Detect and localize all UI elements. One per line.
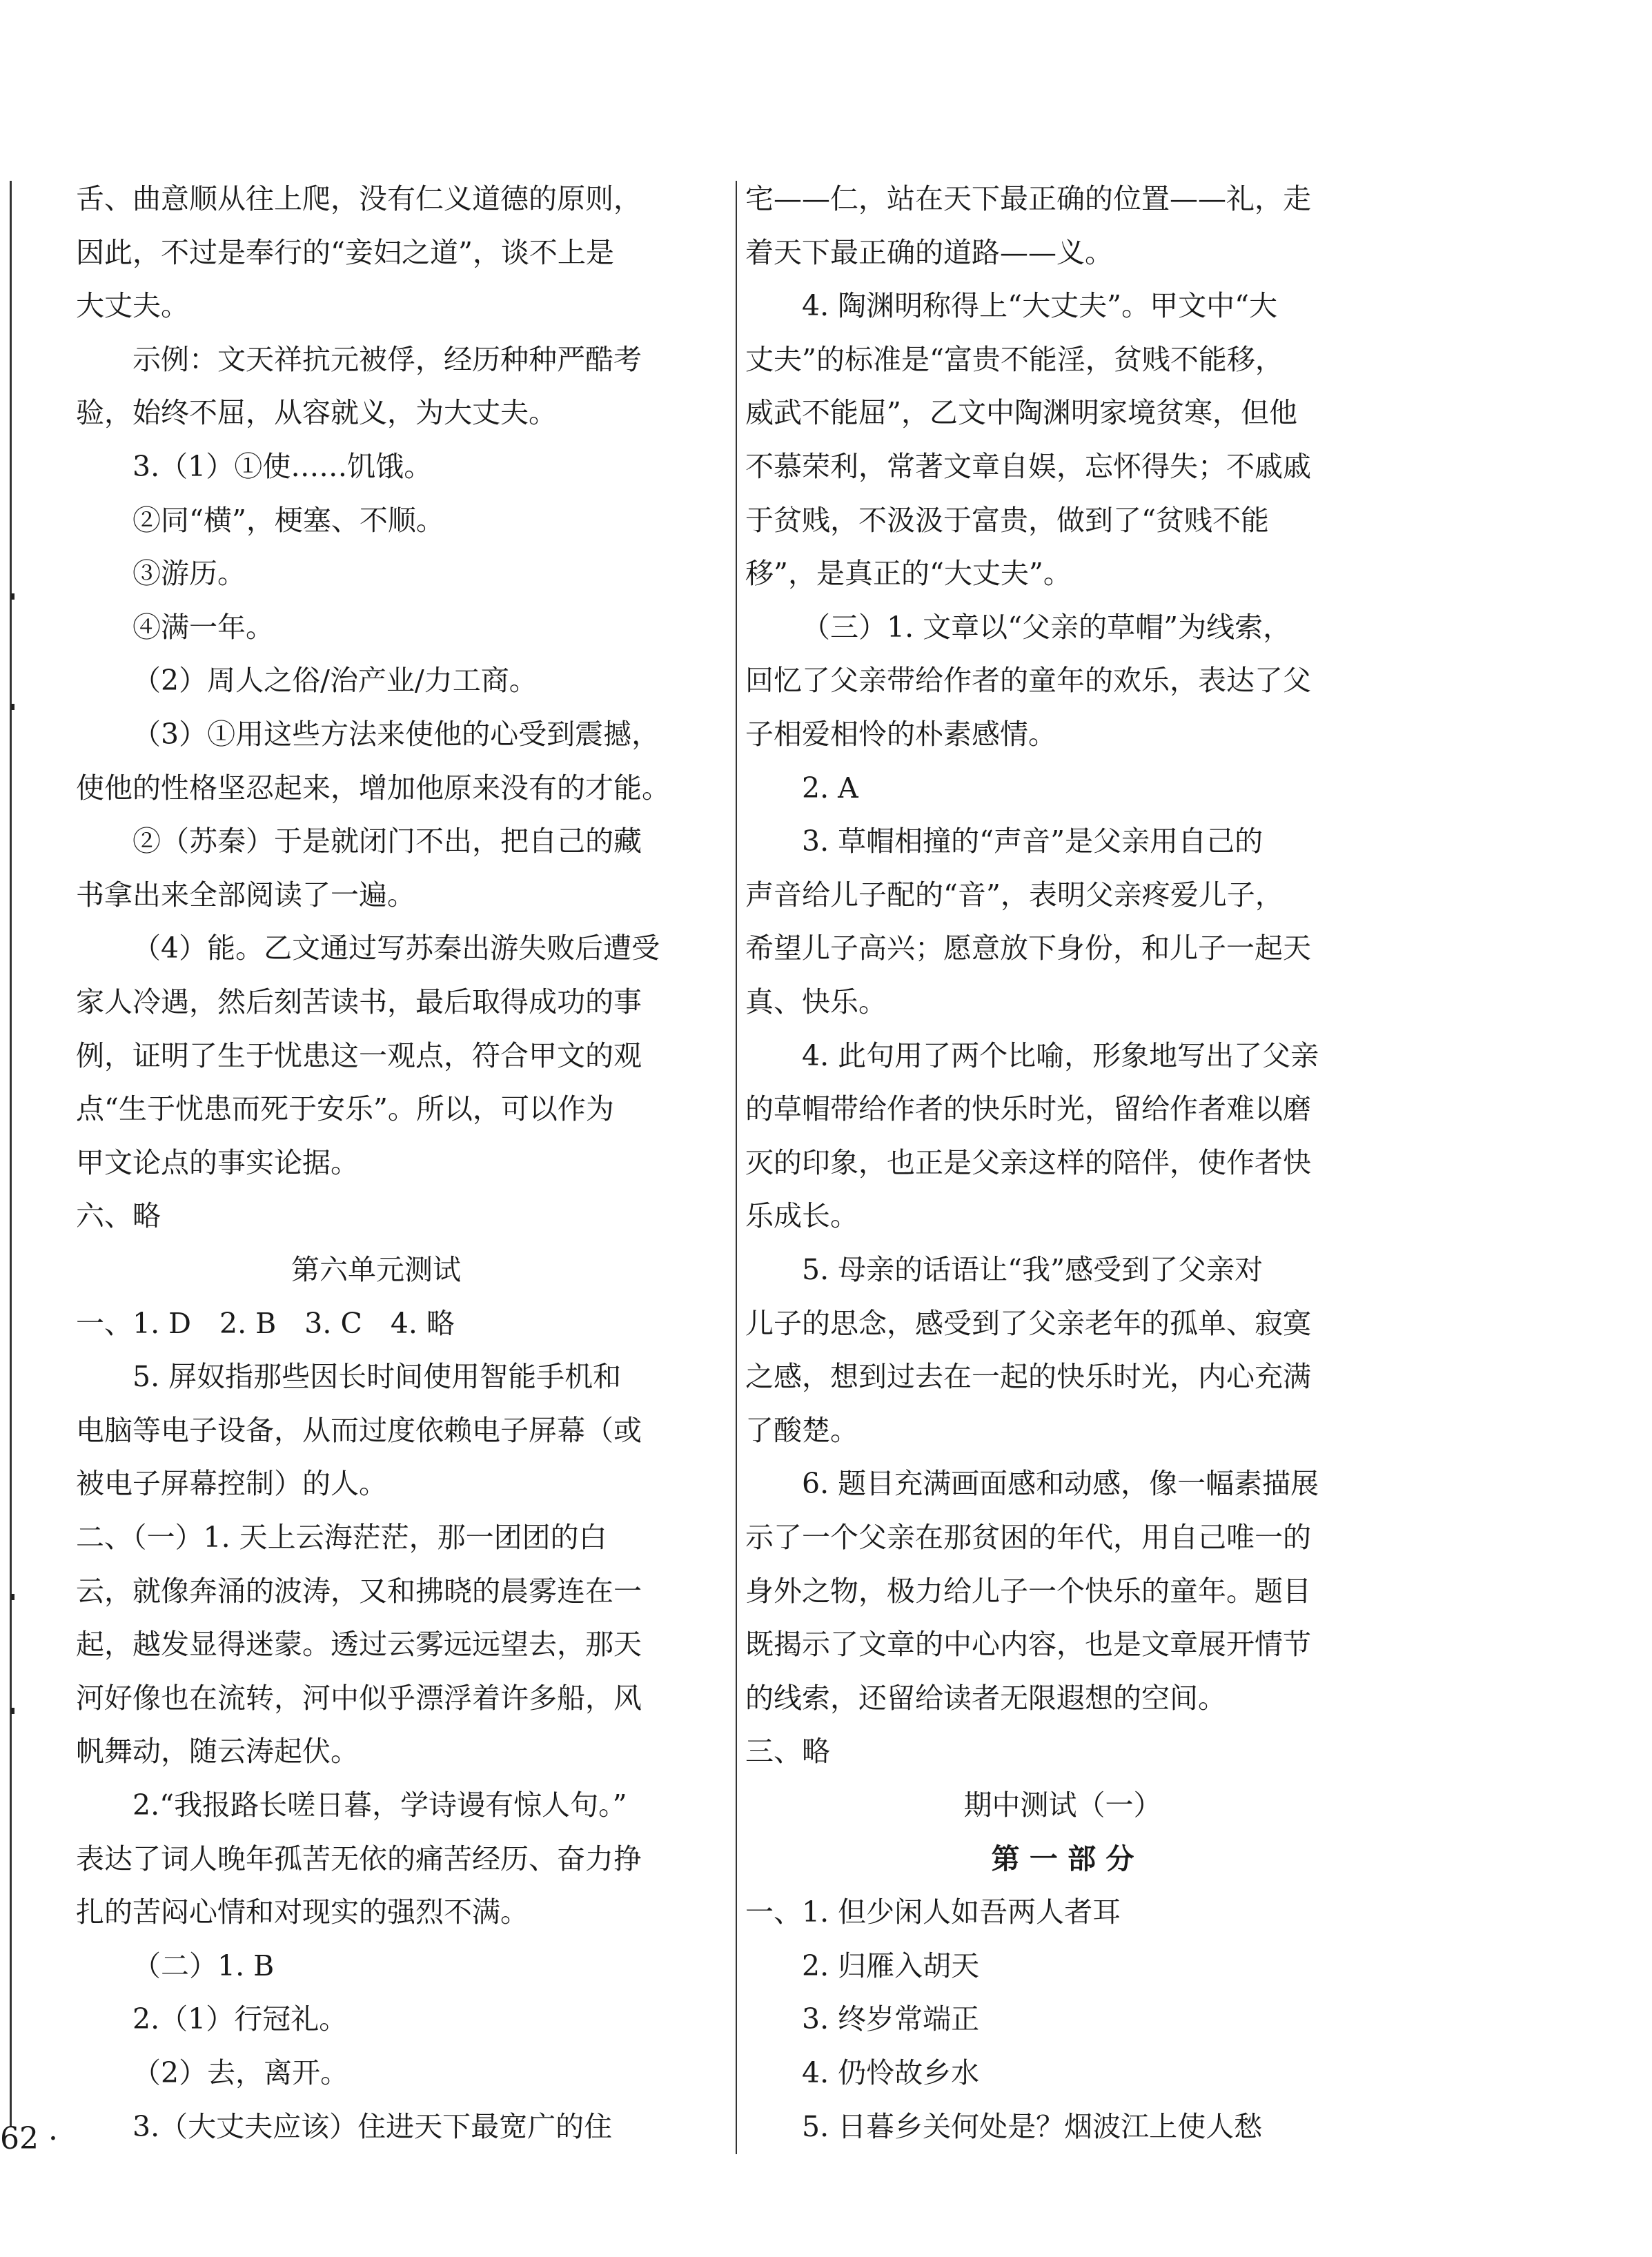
answer-line: 回忆了父亲带给作者的童年的欢乐，表达了父 <box>745 664 1311 698</box>
answer-line: 甲文论点的事实论据。 <box>76 1145 359 1179</box>
page-number: 62 · <box>0 2121 58 2156</box>
answer-line: 示例：文天祥抗元被俘，经历种种严酷考 <box>132 342 642 376</box>
answer-line: 2. 归雁入胡天 <box>802 1949 980 1982</box>
answer-line: ④满一年。 <box>132 610 274 644</box>
answer-line: （3）①用这些方法来使他的心受到震撼， <box>132 718 660 751</box>
answer-line: 3. 终岁常端正 <box>802 2002 980 2036</box>
answer-line: 不慕荣利，常著文章自娱，忘怀得失；不戚戚 <box>745 450 1311 483</box>
answer-line: 帆舞动，随云涛起伏。 <box>76 1735 359 1768</box>
answer-line: 4. 陶渊明称得上“大丈夫”。甲文中“大 <box>802 289 1278 323</box>
answer-line: 4. 仍怜故乡水 <box>802 2056 980 2089</box>
answer-line: 舌、曲意顺从往上爬，没有仁义道德的原则， <box>76 182 642 215</box>
answer-line: 5. 母亲的话语让“我”感受到了父亲对 <box>802 1253 1263 1286</box>
answer-line: 3. 草帽相撞的“声音”是父亲用自己的 <box>802 825 1263 858</box>
margin-mark <box>11 704 14 710</box>
answer-line: 真、快乐。 <box>745 985 887 1018</box>
answer-line: 的线索，还留给读者无限遐想的空间。 <box>745 1681 1226 1715</box>
answer-line: 声音给儿子配的“音”，表明父亲疼爱儿子， <box>745 878 1284 911</box>
answer-line: ③游历。 <box>132 557 246 591</box>
answer-line: 着天下最正确的道路——义。 <box>745 235 1113 269</box>
answer-line: 威武不能屈”，乙文中陶渊明家境贫寒，但他 <box>745 396 1297 430</box>
section-heading: 期中测试（一） <box>963 1788 1162 1822</box>
answer-line: （三）1. 文章以“父亲的草帽”为线索， <box>802 610 1292 644</box>
answer-line: 河好像也在流转，河中似乎漂浮着许多船，风 <box>76 1681 642 1715</box>
answer-line: 被电子屏幕控制）的人。 <box>76 1467 387 1501</box>
answer-line: 乐成长。 <box>745 1199 858 1233</box>
answer-line: 的草帽带给作者的快乐时光，留给作者难以磨 <box>745 1092 1311 1126</box>
answer-line: 既揭示了文章的中心内容，也是文章展开情节 <box>745 1628 1311 1662</box>
answer-line: 一、1. D 2. B 3. C 4. 略 <box>76 1306 455 1340</box>
answer-line: 3.（大丈夫应该）住进天下最宽广的住 <box>132 2109 613 2143</box>
answer-line: 子相爱相怜的朴素感情。 <box>745 718 1056 751</box>
answer-line: 5. 屏奴指那些因长时间使用智能手机和 <box>132 1360 622 1394</box>
answer-line: 丈夫”的标准是“富贵不能淫，贫贱不能移， <box>745 342 1284 376</box>
answer-line: 4. 此句用了两个比喻，形象地写出了父亲 <box>802 1038 1319 1072</box>
answer-line: 点“生于忧患而死于安乐”。所以，可以作为 <box>76 1092 614 1126</box>
answer-line: 2. A <box>802 771 858 805</box>
answer-line: 宅——仁，站在天下最正确的位置——礼，走 <box>745 182 1311 215</box>
answer-line: 三、略 <box>745 1735 830 1768</box>
answer-line: 家人冷遇，然后刻苦读书，最后取得成功的事 <box>76 985 642 1018</box>
answer-line: 电脑等电子设备，从而过度依赖电子屏幕（或 <box>76 1413 642 1447</box>
answer-line: （4）能。乙文通过写苏秦出游失败后遭受 <box>132 932 660 965</box>
answer-line: 书拿出来全部阅读了一遍。 <box>76 878 415 911</box>
answer-line: 大丈夫。 <box>76 289 189 323</box>
answer-line: 身外之物，极力给儿子一个快乐的童年。题目 <box>745 1574 1311 1608</box>
answer-line: 表达了词人晚年孤苦无依的痛苦经历、奋力挣 <box>76 1842 642 1875</box>
answer-line: 希望儿子高兴；愿意放下身份，和儿子一起天 <box>745 932 1311 965</box>
answer-line: 之感，想到过去在一起的快乐时光，内心充满 <box>745 1360 1311 1394</box>
margin-mark <box>11 1594 14 1600</box>
answer-line: （二）1. B <box>132 1949 275 1982</box>
answer-line: （2）去，离开。 <box>132 2056 349 2089</box>
answer-line: （2）周人之俗/治产业/力工商。 <box>132 664 538 698</box>
answer-line: 了酸楚。 <box>745 1413 858 1447</box>
answer-line: 移”，是真正的“大丈夫”。 <box>745 557 1072 591</box>
answer-line: 六、略 <box>76 1199 161 1233</box>
answer-line: 6. 题目充满画面感和动感，像一幅素描展 <box>802 1467 1319 1501</box>
answer-line: 灭的印象，也正是父亲这样的陪伴，使作者快 <box>745 1145 1311 1179</box>
answer-line: 二、（一）1. 天上云海茫茫，那一团团的白 <box>76 1521 607 1554</box>
answer-line: 使他的性格坚忍起来，增加他原来没有的才能。 <box>76 771 670 805</box>
answer-line: ②（苏秦）于是就闭门不出，把自己的藏 <box>132 825 642 858</box>
answer-line: 起，越发显得迷蒙。透过云雾远远望去，那天 <box>76 1628 642 1662</box>
answer-line: 例，证明了生于忧患这一观点，符合甲文的观 <box>76 1038 642 1072</box>
answer-line: 示了一个父亲在那贫困的年代，用自己唯一的 <box>745 1521 1311 1554</box>
answer-line: 一、1. 但少闲人如吾两人者耳 <box>745 1895 1121 1929</box>
section-heading: 第六单元测试 <box>291 1253 461 1286</box>
answer-line: 2.（1）行冠礼。 <box>132 2002 348 2036</box>
answer-line: 验，始终不屈，从容就义，为大丈夫。 <box>76 396 557 430</box>
answer-line: 儿子的思念，感受到了父亲老年的孤单、寂寞 <box>745 1306 1311 1340</box>
answer-line: 5. 日暮乡关何处是？烟波江上使人愁 <box>802 2109 1263 2143</box>
column-divider <box>736 181 737 2154</box>
margin-mark <box>11 593 14 600</box>
answer-line: 扎的苦闷心情和对现实的强烈不满。 <box>76 1895 529 1929</box>
answer-line: 因此，不过是奉行的“妾妇之道”，谈不上是 <box>76 235 614 269</box>
answer-line: 于贫贱，不汲汲于富贵，做到了“贫贱不能 <box>745 503 1269 537</box>
answer-line: ②同“横”，梗塞、不顺。 <box>132 503 444 537</box>
margin-mark <box>11 1708 14 1714</box>
section-heading: 第 一 部 分 <box>991 1842 1134 1875</box>
answer-line: 云，就像奔涌的波涛，又和拂晓的晨雾连在一 <box>76 1574 642 1608</box>
answer-line: 3.（1）①使……饥饿。 <box>132 450 433 483</box>
answer-line: 2.“我报路长嗟日暮，学诗谩有惊人句。” <box>132 1788 627 1822</box>
margin-rule <box>10 181 12 2127</box>
